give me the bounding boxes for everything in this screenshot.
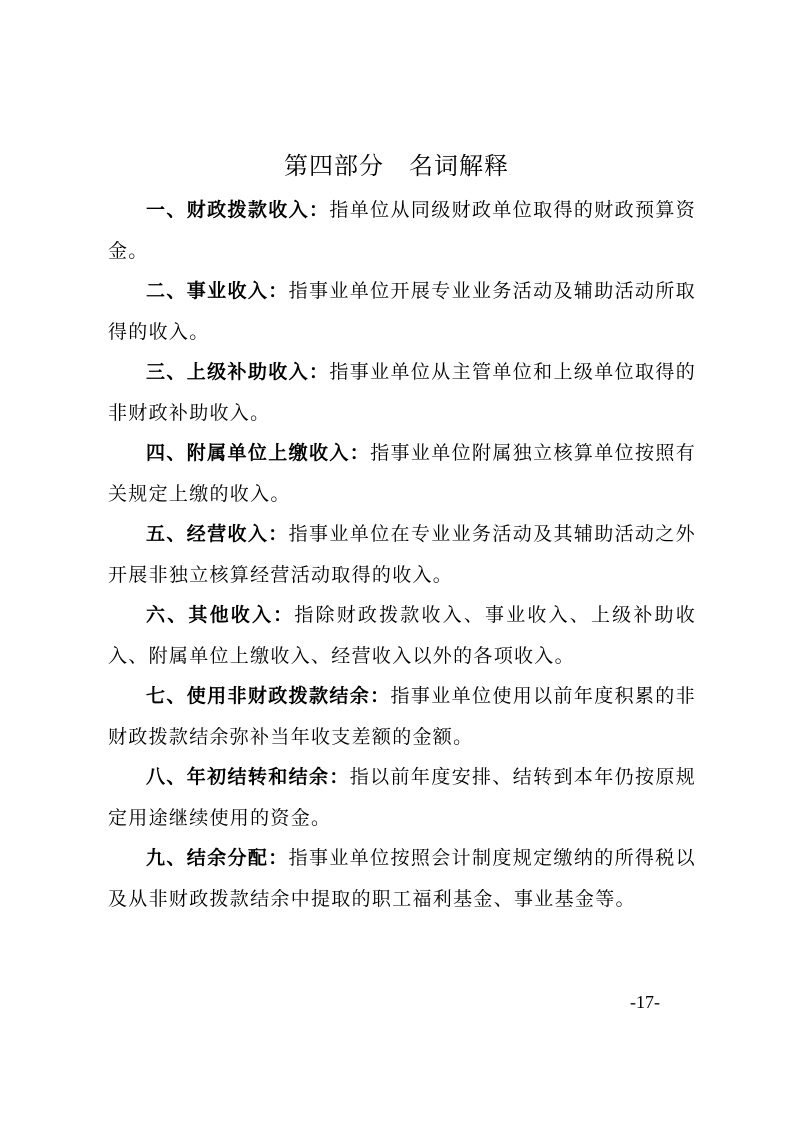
definition-term: 一、财政拨款收入： <box>146 199 330 221</box>
page-number: -17- <box>630 992 660 1012</box>
definition-text: 指事业单位附属独立核算单位按照有关规定上缴的收入。 <box>108 442 696 505</box>
definition-item <box>108 352 696 433</box>
definition-item <box>108 433 696 514</box>
definition-term: 四、附属单位上缴收入： <box>146 442 371 464</box>
definition-item <box>108 514 696 595</box>
definitions-list <box>108 190 696 919</box>
definition-item <box>108 271 696 352</box>
definition-item <box>108 190 696 271</box>
definition-text: 指事业单位按照会计制度规定缴纳的所得税以及从非财政拨款结余中提取的职工福利基金、事业基金等。 <box>108 847 696 910</box>
definition-term: 六、其他收入： <box>146 604 295 626</box>
definition-text: 指单位从同级财政单位取得的财政预算资金。 <box>108 199 696 262</box>
definition-text: 指事业单位开展专业业务活动及辅助活动所取得的收入。 <box>108 280 696 343</box>
definition-text: 指事业单位在专业业务活动及其辅助活动之外开展非独立核算经营活动取得的收入。 <box>108 523 696 586</box>
definition-text: 指以前年度安排、结转到本年仍按原规定用途继续使用的资金。 <box>108 766 696 829</box>
definition-term: 五、经营收入： <box>146 523 289 545</box>
definition-term: 三、上级补助收入： <box>146 361 330 383</box>
definition-item <box>108 838 696 919</box>
definition-text: 指事业单位使用以前年度积累的非财政拨款结余弥补当年收支差额的金额。 <box>108 685 696 748</box>
definition-item <box>108 595 696 676</box>
definition-term: 二、事业收入： <box>146 280 289 302</box>
definition-text: 指除财政拨款收入、事业收入、上级补助收入、附属单位上缴收入、经营收入以外的各项收入。 <box>108 604 697 667</box>
definition-item <box>108 676 696 757</box>
page-title: 第四部分 名词解释 <box>284 152 509 180</box>
definition-term: 八、年初结转和结余： <box>146 766 350 788</box>
definition-term: 七、使用非财政拨款结余： <box>146 685 391 707</box>
definition-term: 九、结余分配： <box>146 847 289 869</box>
definition-item <box>108 757 696 838</box>
definition-text: 指事业单位从主管单位和上级单位取得的非财政补助收入。 <box>108 361 696 424</box>
